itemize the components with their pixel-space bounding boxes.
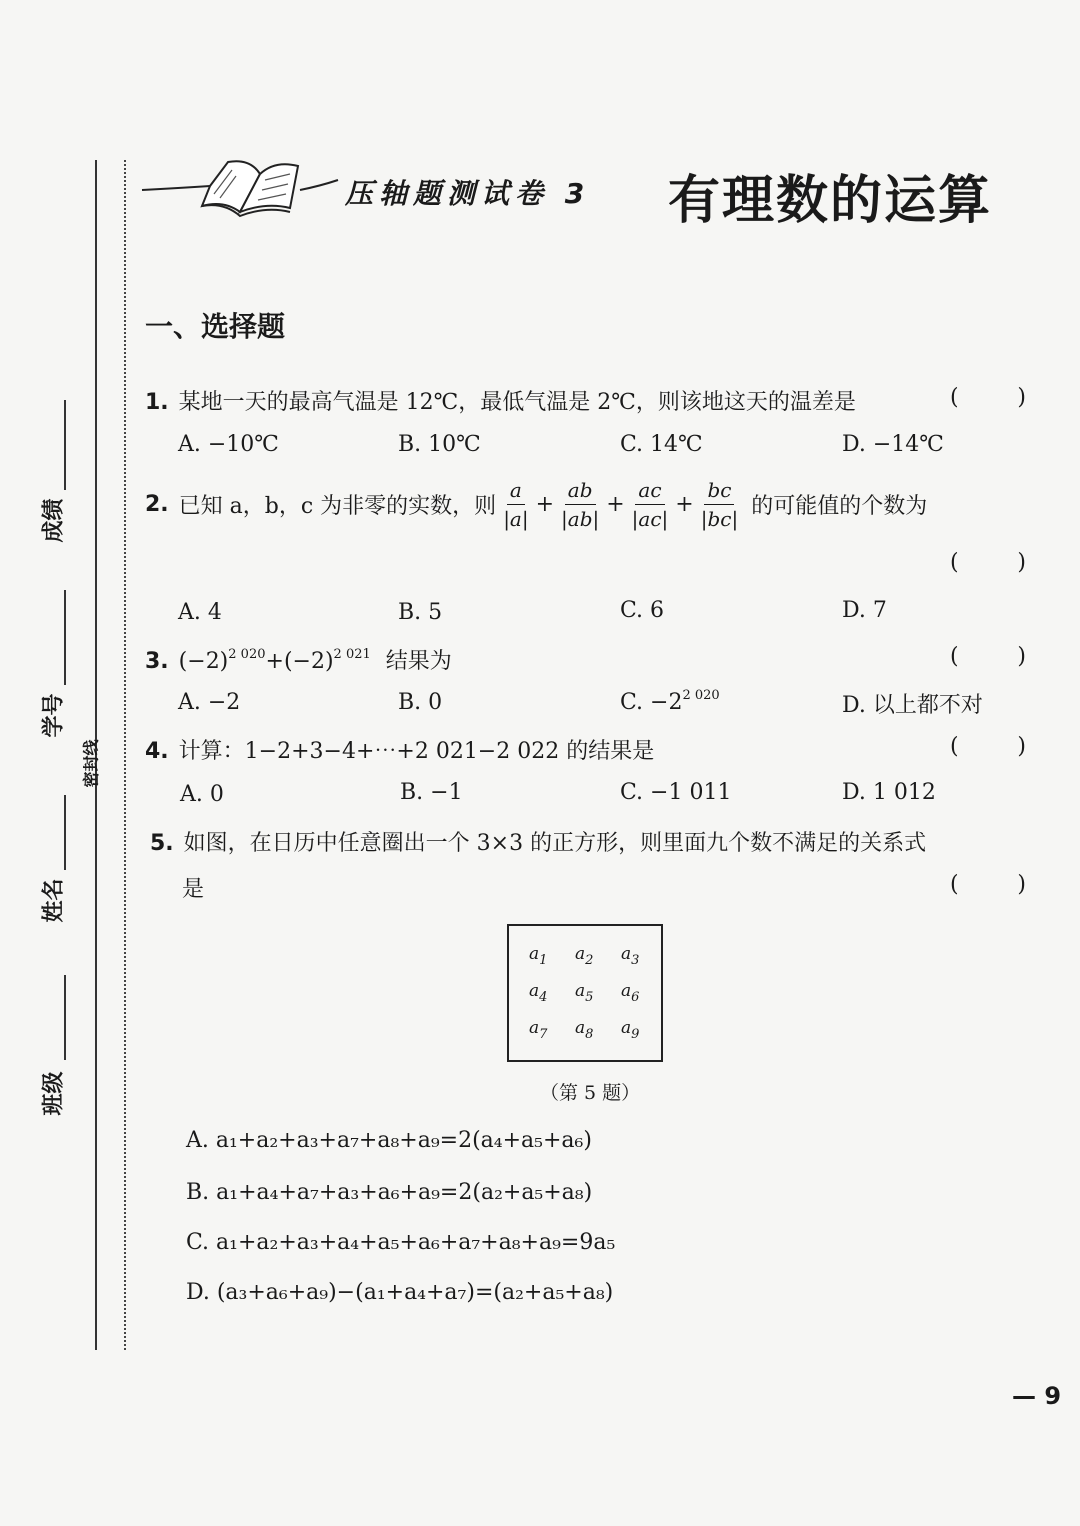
option-a: A. a₁+a₂+a₃+a₇+a₈+a₉=2(a₄+a₅+a₆)	[186, 1128, 592, 1153]
fraction: $\frac{ab}{|ab|}$	[561, 478, 600, 531]
page-title: 有理数的运算	[668, 171, 993, 231]
question-text: 已知 a，b，c 为非零的实数，则	[178, 494, 497, 519]
question-text: 某地一天的最高气温是 12℃，最低气温是 2℃，则该地这天的温差是	[178, 390, 856, 415]
student-id-label: 学号	[41, 693, 67, 738]
question-2: 2. 已知 a，b，c 为非零的实数，则 $\frac{a}{|a|}$ + $\frac{ab}{|ab|}$ + $\frac{ac}{|ac|}$ + $\frac{bc}{|bc|}$ 的可能值的个数为	[145, 478, 928, 531]
option-b: B. −1	[400, 780, 463, 805]
option-a: A. −10℃	[178, 432, 279, 457]
question-3: 3. $(-2)^{2 020}+(-2)^{2 021}$ 结果为	[145, 647, 452, 674]
option-d: D. −14℃	[842, 432, 944, 457]
grid-cell: $a_2$	[575, 944, 594, 968]
class-blank-line	[64, 975, 66, 1060]
question-number: 1.	[145, 390, 169, 415]
fraction: $\frac{a}{|a|}$	[503, 478, 529, 531]
name-blank-line	[64, 795, 66, 870]
grid-cell: $a_6$	[621, 981, 640, 1005]
test-subtitle: 压轴题测试卷 3	[345, 177, 591, 210]
option-b: B. a₁+a₄+a₇+a₃+a₆+a₉=2(a₂+a₅+a₈)	[186, 1180, 593, 1205]
grid-cell: $a_4$	[529, 981, 548, 1005]
score-blank-line	[64, 400, 66, 490]
class-label: 班级	[41, 1071, 67, 1116]
grid-cell: $a_1$	[529, 944, 548, 968]
question-4	[145, 734, 654, 765]
grid-cell: $a_5$	[575, 981, 594, 1005]
answer-paren: ( )	[950, 644, 1026, 669]
question-5-line-2: 是	[182, 877, 205, 902]
binding-dotted-line	[124, 160, 126, 1350]
grid-cell: $a_7$	[529, 1018, 548, 1042]
option-c: C. $-2^{2 020}$	[620, 688, 720, 715]
figure-caption: （第 5 题）	[540, 1082, 641, 1104]
option-b: B. 0	[398, 690, 443, 715]
calendar-grid-figure	[507, 924, 663, 1062]
option-b: B. 10℃	[398, 432, 481, 457]
option-d: D. (a₃+a₆+a₉)−(a₁+a₄+a₇)=(a₂+a₅+a₈)	[186, 1280, 614, 1305]
question-text: 如图，在日历中任意圈出一个 3×3 的正方形，则里面九个数不满足的关系式	[183, 831, 927, 856]
question-text: 计算：1−2+3−4+⋯+2 021−2 022 的结果是	[178, 739, 655, 764]
section-title: 一、选择题	[145, 310, 286, 343]
question-text-tail: 的可能值的个数为	[751, 494, 928, 519]
option-c: C. −1 011	[620, 780, 732, 805]
fraction: $\frac{bc}{|bc|}$	[700, 478, 739, 531]
name-label: 姓名	[41, 878, 67, 923]
open-book-icon	[140, 150, 340, 230]
option-d: D. 7	[842, 598, 887, 623]
question-number: 4.	[145, 739, 169, 764]
option-a: A. −2	[178, 690, 241, 715]
option-c: C. a₁+a₂+a₃+a₄+a₅+a₆+a₇+a₈+a₉=9a₅	[186, 1230, 616, 1255]
answer-paren: ( )	[950, 872, 1026, 897]
answer-paren: ( )	[950, 385, 1026, 410]
student-id-blank-line	[64, 590, 66, 685]
option-a: A. 4	[178, 600, 222, 625]
grid-cell: $a_3$	[621, 944, 640, 968]
fraction: $\frac{ac}{|ac|}$	[631, 478, 669, 531]
option-a: A. 0	[180, 782, 224, 807]
score-label: 成绩	[41, 498, 67, 543]
option-d: D. 1 012	[842, 780, 936, 805]
question-5	[150, 826, 926, 857]
answer-paren: ( )	[950, 734, 1026, 759]
option-d: D. 以上都不对	[842, 693, 983, 718]
question-number: 2.	[145, 492, 169, 517]
question-number: 5.	[150, 831, 174, 856]
seal-line-label: 密封线	[81, 739, 101, 788]
grid-cell: $a_8$	[575, 1018, 594, 1042]
question-number: 3.	[145, 649, 169, 674]
option-b: B. 5	[398, 600, 443, 625]
option-c: C. 14℃	[620, 432, 703, 457]
question-1	[145, 385, 856, 416]
option-c: C. 6	[620, 598, 665, 623]
answer-paren: ( )	[950, 550, 1026, 575]
page-number: — 9	[1012, 1382, 1062, 1410]
grid-cell: $a_9$	[621, 1018, 640, 1042]
